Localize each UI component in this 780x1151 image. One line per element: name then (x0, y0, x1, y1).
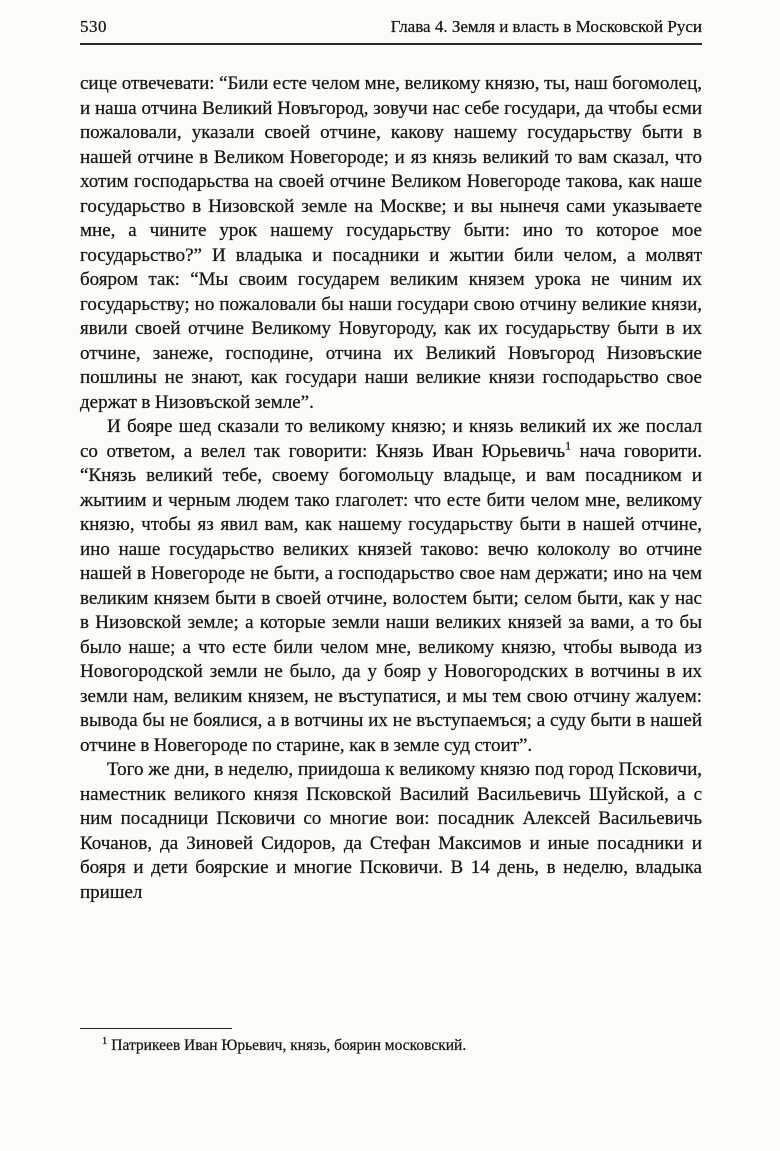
footnote-text: Патрикеев Иван Юрьевич, князь, боярин московский. (111, 1037, 467, 1054)
page-number: 530 (80, 17, 107, 36)
footnote-reference-1: 1 (565, 439, 572, 453)
footnote-rule (80, 1028, 232, 1029)
paragraph-2-text-before-note: И бояре шед сказали то великому князю; и князь великий их же послал со ответом, а велел так говорити: Князь Иван Юрьевичь (80, 416, 702, 462)
page-header (80, 16, 702, 43)
footnote-1 (80, 1036, 702, 1056)
paragraph-3: Того же дни, в неделю, приидоша к великому князю под город Псковичи, наместник великого князя Псковской Василий Васильевичь Шуйской, а с ним посадници Псковичи со многие вои: посадник Алексей Васильевичь Кочанов, да Зиновей Сидоров, да Стефан Максимов и иные посадники и бояря и дети боярские и многие Псковичи. В 14 день, в неделю, владыка пришел (80, 759, 702, 903)
paragraph-1: сице отвечевати: “Били есте челом мне, великому князю, ты, наш богомолец, и наша отчина Великий Новъгород, зовучи нас себе государи, да чтобы есми пожаловали, указали своей отчине, какову нашему государьству быти в нашей отчине в Великом Новегороде; и яз князь великий то вам сказал, что хотим господарьства на своей отчине Великом Новегороде такова, как наше государьство в Низовской земле на Москве; и вы нынечя сами указываете мне, а чините урок нашему государьству быти: ино то которое мое государьство?” И владыка и посадники и жытии били челом, а молвят бояром так: “Мы своим государем великим князем урока не чиним их государьству; но пожаловали бы наши государи свою отчину великие князи, явили своей отчине Великому Новугороду, как их государьству быти в их отчине, занеже, господине, отчина их Великий Новъгород Низовъские пошлины не знают, как государи наши великие князи господарьство свое держат в Низовъской земле”. (80, 73, 702, 413)
header-rule (80, 43, 702, 45)
page-body (80, 72, 702, 905)
footnote-marker: 1 (102, 1035, 108, 1047)
paragraph-2 (80, 415, 702, 758)
paragraph-2-text-after-note: нача говорити. “Князь великий тебе, своему богомольцу владыце, и вам посадником и жытиим и черным людем тако глаголет: что есте бити челом мне, великому князю, чтобы яз явил вам, как нашему государьству быти в нашей отчине, ино наше государьство великих князей таково: вечю колоколу во отчине нашей в Новегороде не быти, а господарьство свое нам держати; ино на чем великим князем быти в своей отчине, волостем быти; селом быти, как у нас в Низовской земле; а которые земли наши великих князей за вами, а то бы было наше; а что есте били челом мне, великому князю, чтобы вывода из Новогородской земли не было, да у бояр у Новогородских в вотчины в их земли нам, великим князем, не въступатися, и мы тем свою отчину жалуем: вывода бы не боялися, а в вотчины их не въступаемъся; а суду быти в нашей отчине в Новегороде по старине, как в земле суд стоит”. (80, 440, 703, 756)
footnote-area (80, 1028, 702, 1056)
chapter-title: Глава 4. Земля и власть в Московской Руси (390, 17, 702, 36)
